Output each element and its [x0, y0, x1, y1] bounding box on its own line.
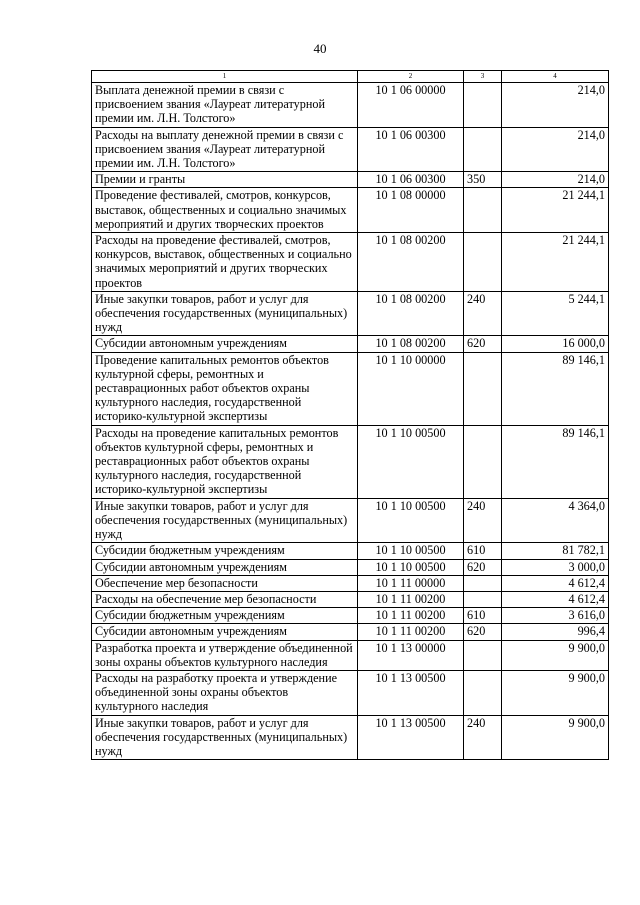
- row-amount-cell: 214,0: [502, 172, 609, 188]
- row-type-cell: 620: [464, 624, 502, 640]
- row-type-cell: [464, 352, 502, 425]
- row-type-cell: 620: [464, 336, 502, 352]
- table-row: [92, 291, 609, 336]
- row-amount-cell: 4 612,4: [502, 575, 609, 591]
- row-type-cell: 610: [464, 608, 502, 624]
- row-amount-cell: 21 244,1: [502, 188, 609, 233]
- row-type-cell: 240: [464, 291, 502, 336]
- row-name-cell: Субсидии автономным учреждениям: [92, 336, 358, 352]
- page-number: 40: [313, 41, 327, 56]
- row-code-cell: 10 1 11 00200: [358, 591, 464, 607]
- row-code-cell: 10 1 10 00500: [358, 425, 464, 498]
- row-code-cell: 10 1 11 00200: [358, 608, 464, 624]
- table-row: [92, 715, 609, 760]
- table-row: [92, 559, 609, 575]
- table-row: [92, 83, 609, 128]
- row-name-cell: Субсидии автономным учреждениям: [92, 559, 358, 575]
- row-code-cell: 10 1 08 00200: [358, 336, 464, 352]
- row-name-cell: Расходы на проведение капитальных ремонтов объектов культурной сферы, ремонтных и реставрационных работ объектов охраны культурного наследия, государственной историко-культурной экспертизы: [92, 425, 358, 498]
- row-name-cell: Иные закупки товаров, работ и услуг для обеспечения государственных (муниципальных) нужд: [92, 498, 358, 543]
- row-amount-cell: 89 146,1: [502, 425, 609, 498]
- row-amount-cell: 4 612,4: [502, 591, 609, 607]
- row-code-cell: 10 1 08 00200: [358, 291, 464, 336]
- row-name-cell: Расходы на проведение фестивалей, смотров, конкурсов, выставок, общественных и социально значимых мероприятий и других творческих проектов: [92, 233, 358, 292]
- row-name-cell: Разработка проекта и утверждение объединенной зоны охраны объектов культурного наследия: [92, 640, 358, 670]
- row-amount-cell: 3 616,0: [502, 608, 609, 624]
- column-header: 2: [358, 71, 464, 83]
- row-name-cell: Премии и гранты: [92, 172, 358, 188]
- row-amount-cell: 3 000,0: [502, 559, 609, 575]
- row-code-cell: 10 1 13 00500: [358, 715, 464, 760]
- table-row: [92, 624, 609, 640]
- row-name-cell: Субсидии бюджетным учреждениям: [92, 608, 358, 624]
- row-amount-cell: 89 146,1: [502, 352, 609, 425]
- row-name-cell: Расходы на обеспечение мер безопасности: [92, 591, 358, 607]
- row-type-cell: 610: [464, 543, 502, 559]
- row-type-cell: [464, 83, 502, 128]
- row-name-cell: Расходы на разработку проекта и утверждение объединенной зоны охраны объектов культурного наследия: [92, 670, 358, 715]
- row-amount-cell: 5 244,1: [502, 291, 609, 336]
- table-row: [92, 670, 609, 715]
- row-amount-cell: 9 900,0: [502, 670, 609, 715]
- row-name-cell: Расходы на выплату денежной премии в связи с присвоением звания «Лауреат литературной премии им. Л.Н. Толстого»: [92, 127, 358, 172]
- table-row: [92, 575, 609, 591]
- row-code-cell: 10 1 08 00200: [358, 233, 464, 292]
- column-header: 1: [92, 71, 358, 83]
- row-amount-cell: 214,0: [502, 83, 609, 128]
- row-amount-cell: 214,0: [502, 127, 609, 172]
- row-name-cell: Иные закупки товаров, работ и услуг для обеспечения государственных (муниципальных) нужд: [92, 291, 358, 336]
- budget-table: [91, 70, 609, 760]
- table-row: [92, 640, 609, 670]
- table-row: [92, 498, 609, 543]
- table-row: [92, 336, 609, 352]
- row-code-cell: 10 1 06 00300: [358, 172, 464, 188]
- table-row: [92, 352, 609, 425]
- column-header: 4: [502, 71, 609, 83]
- row-amount-cell: 9 900,0: [502, 715, 609, 760]
- row-amount-cell: 81 782,1: [502, 543, 609, 559]
- row-code-cell: 10 1 10 00000: [358, 352, 464, 425]
- row-type-cell: [464, 425, 502, 498]
- row-amount-cell: 9 900,0: [502, 640, 609, 670]
- row-code-cell: 10 1 10 00500: [358, 559, 464, 575]
- row-type-cell: [464, 575, 502, 591]
- row-type-cell: 350: [464, 172, 502, 188]
- row-type-cell: [464, 640, 502, 670]
- column-header: 3: [464, 71, 502, 83]
- row-code-cell: 10 1 11 00200: [358, 624, 464, 640]
- row-type-cell: [464, 233, 502, 292]
- row-type-cell: 240: [464, 498, 502, 543]
- table-row: [92, 127, 609, 172]
- row-code-cell: 10 1 06 00000: [358, 83, 464, 128]
- row-code-cell: 10 1 08 00000: [358, 188, 464, 233]
- row-type-cell: [464, 188, 502, 233]
- row-code-cell: 10 1 11 00000: [358, 575, 464, 591]
- row-type-cell: [464, 127, 502, 172]
- table-row: [92, 543, 609, 559]
- row-amount-cell: 996,4: [502, 624, 609, 640]
- row-code-cell: 10 1 10 00500: [358, 543, 464, 559]
- row-name-cell: Субсидии бюджетным учреждениям: [92, 543, 358, 559]
- table-row: [92, 233, 609, 292]
- table-row: [92, 188, 609, 233]
- table-header-row: [92, 71, 609, 83]
- row-type-cell: [464, 670, 502, 715]
- row-name-cell: Обеспечение мер безопасности: [92, 575, 358, 591]
- row-name-cell: Субсидии автономным учреждениям: [92, 624, 358, 640]
- row-amount-cell: 16 000,0: [502, 336, 609, 352]
- row-name-cell: Иные закупки товаров, работ и услуг для обеспечения государственных (муниципальных) нужд: [92, 715, 358, 760]
- row-type-cell: 620: [464, 559, 502, 575]
- row-name-cell: Проведение фестивалей, смотров, конкурсов, выставок, общественных и социально значимых мероприятий и других творческих проектов: [92, 188, 358, 233]
- row-name-cell: Проведение капитальных ремонтов объектов культурной сферы, ремонтных и реставрационных работ объектов охраны культурного наследия, государственной историко-культурной экспертизы: [92, 352, 358, 425]
- row-type-cell: 240: [464, 715, 502, 760]
- row-amount-cell: 21 244,1: [502, 233, 609, 292]
- table-row: [92, 172, 609, 188]
- row-code-cell: 10 1 06 00300: [358, 127, 464, 172]
- row-name-cell: Выплата денежной премии в связи с присвоением звания «Лауреат литературной премии им. Л.Н. Толстого»: [92, 83, 358, 128]
- table-row: [92, 591, 609, 607]
- row-type-cell: [464, 591, 502, 607]
- row-code-cell: 10 1 10 00500: [358, 498, 464, 543]
- row-code-cell: 10 1 13 00500: [358, 670, 464, 715]
- row-code-cell: 10 1 13 00000: [358, 640, 464, 670]
- table-row: [92, 608, 609, 624]
- table-row: [92, 425, 609, 498]
- row-amount-cell: 4 364,0: [502, 498, 609, 543]
